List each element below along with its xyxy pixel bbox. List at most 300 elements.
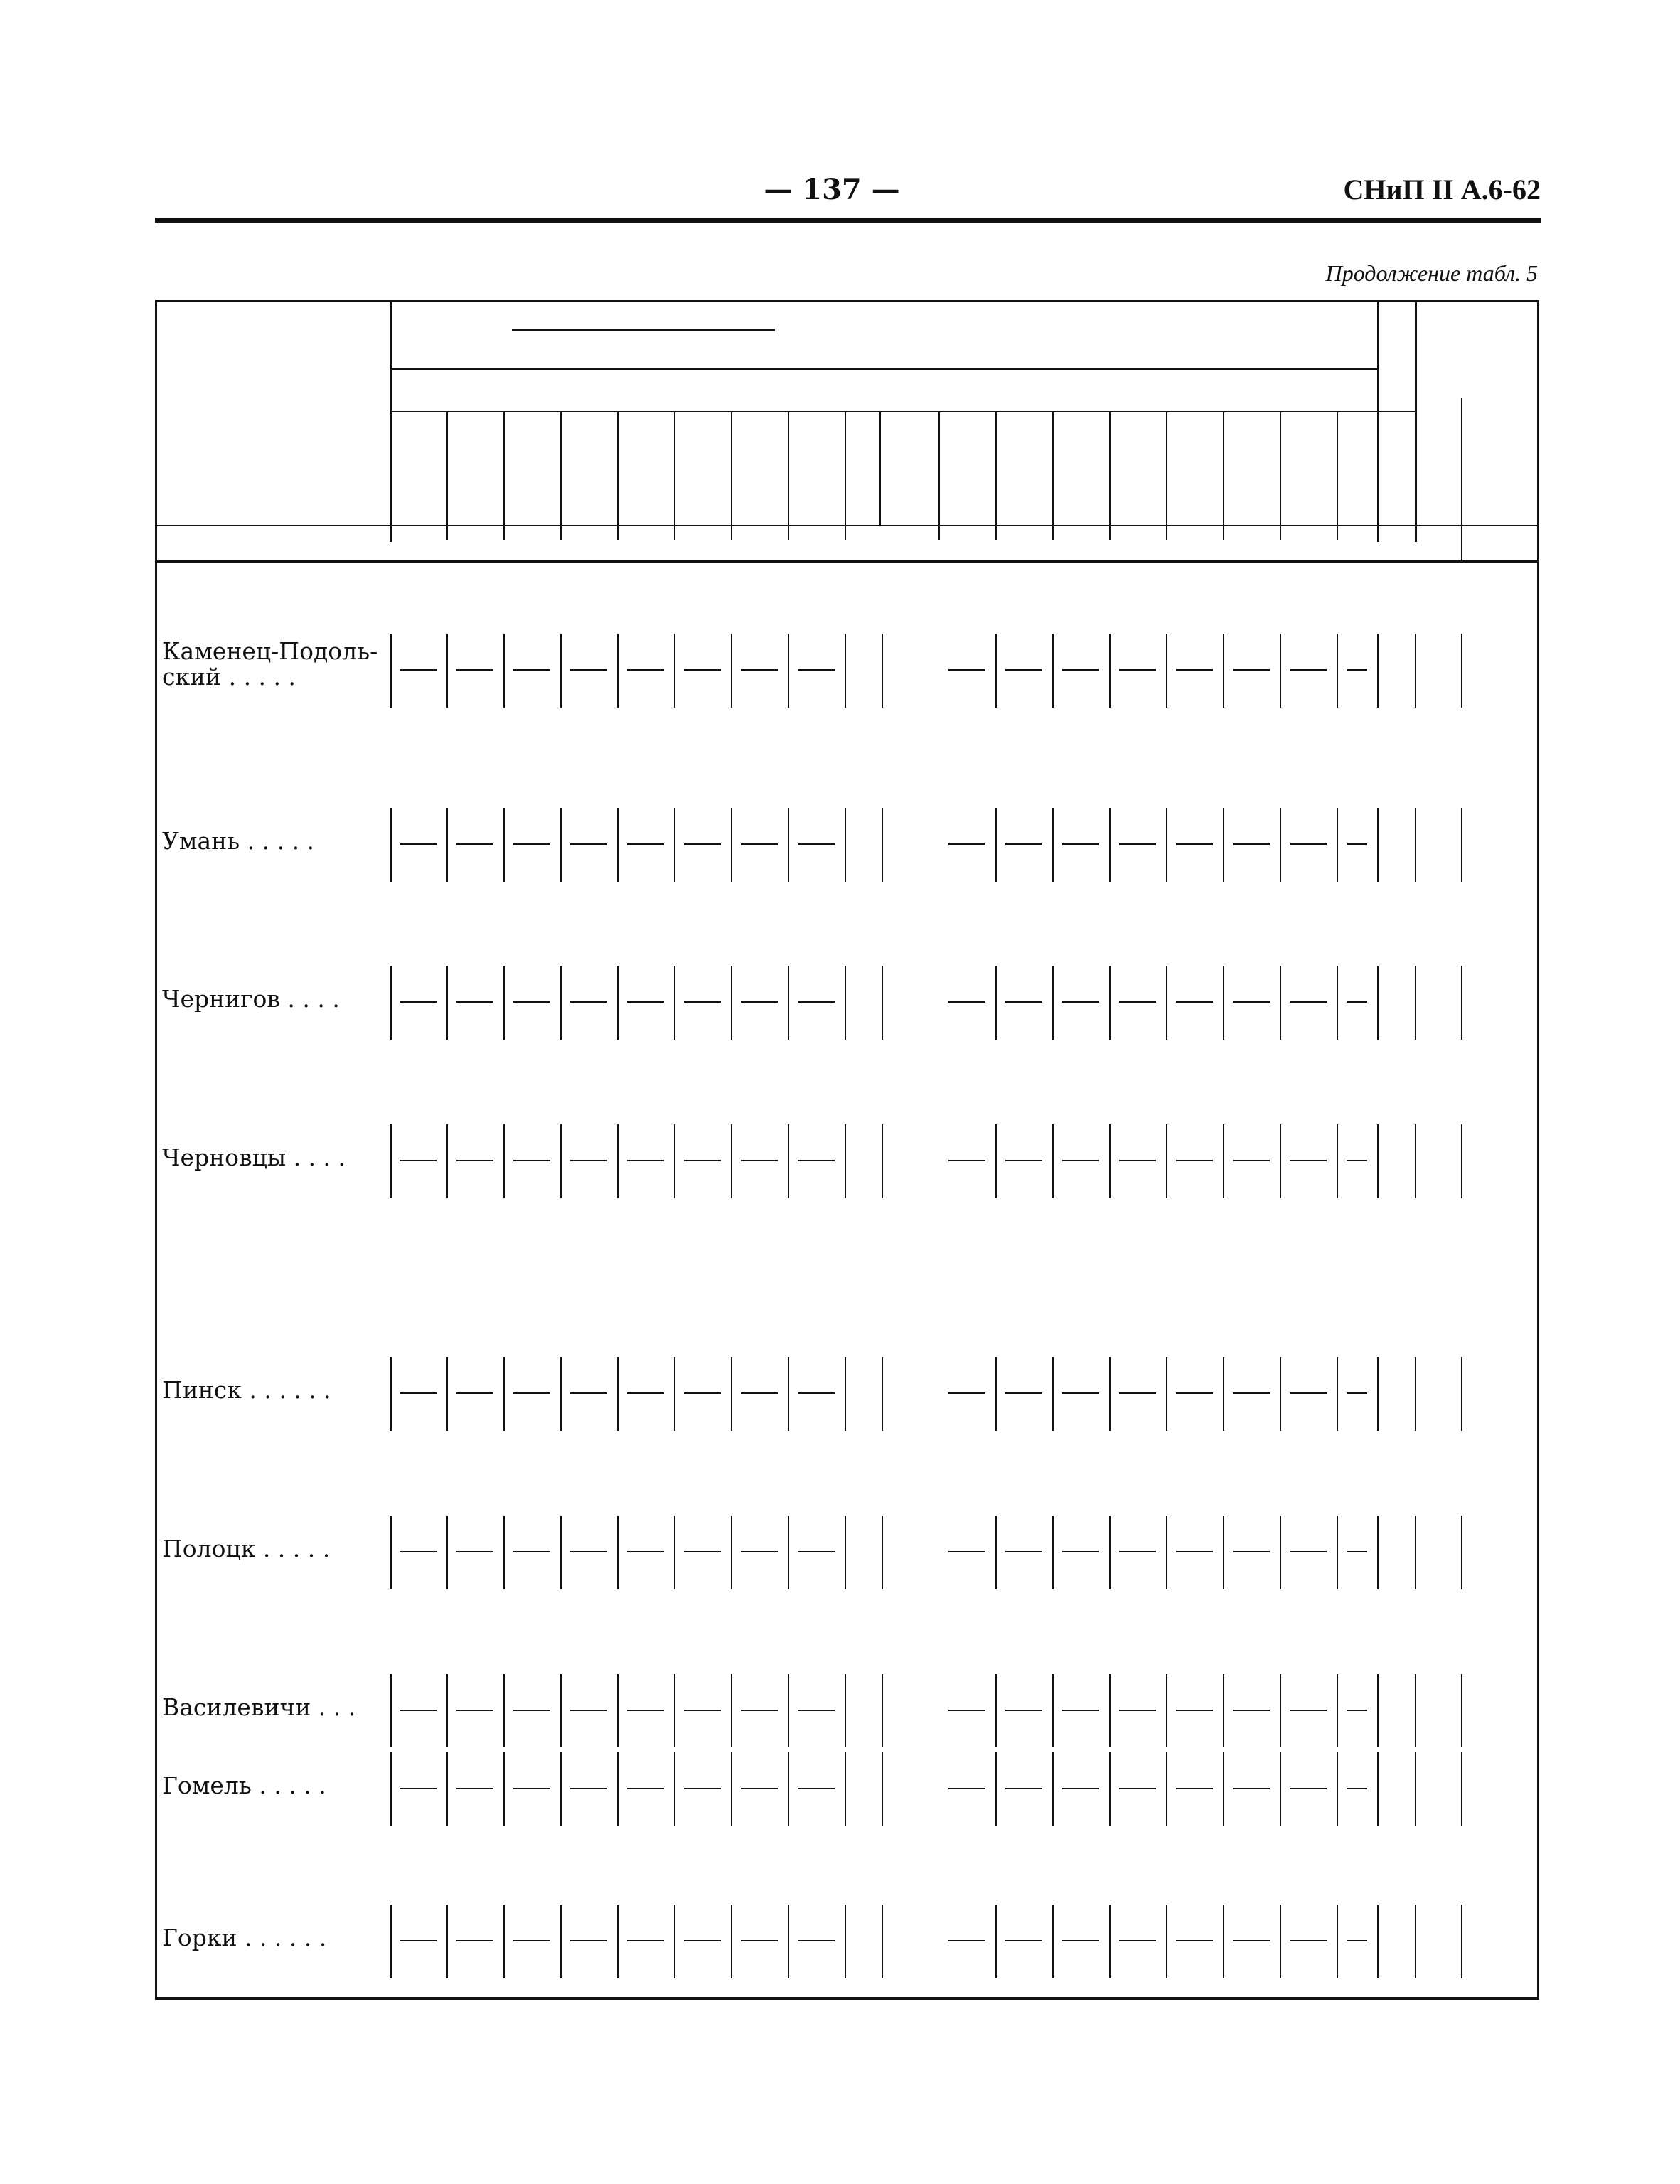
cell-bottom <box>617 1006 674 1037</box>
cell-top <box>995 1127 1052 1158</box>
cell-top <box>1166 969 1223 1000</box>
cell-top <box>938 1127 995 1158</box>
cell-bottom <box>938 1555 995 1587</box>
direction-label <box>446 454 503 489</box>
cell-bottom <box>995 673 1052 705</box>
avg-hot <box>1461 1944 1539 1976</box>
hot-header <box>1484 432 1516 518</box>
cell-bottom <box>617 1555 674 1587</box>
fraction-line <box>570 1788 607 1789</box>
fraction-line <box>684 669 721 671</box>
avg-hot <box>1461 1555 1539 1587</box>
cell-top <box>1052 1755 1109 1786</box>
cell-bottom <box>1223 1397 1280 1428</box>
cell-bottom <box>1166 1006 1223 1037</box>
cell-top <box>1337 1127 1377 1158</box>
cell-bottom <box>617 1792 674 1823</box>
frequency-header <box>498 307 782 336</box>
cell-bottom <box>731 673 788 705</box>
cell-bottom <box>788 1944 845 1976</box>
cell-bottom <box>560 1714 617 1745</box>
cell-bottom <box>1109 1944 1166 1976</box>
direction-label <box>731 454 788 489</box>
cell-top <box>731 636 788 668</box>
cell-bottom <box>1223 848 1280 879</box>
fraction-line <box>1176 1392 1213 1394</box>
cell-top <box>1223 636 1280 668</box>
cell-top <box>617 1360 674 1391</box>
cell-bottom <box>788 1792 845 1823</box>
fraction-line <box>456 1710 493 1711</box>
cell-vrule <box>882 1752 883 1826</box>
table-top-rule <box>155 300 1539 302</box>
fraction-line <box>400 1160 437 1161</box>
cell-bottom <box>503 1397 560 1428</box>
fraction-line <box>627 1001 664 1003</box>
cell-top <box>1109 1907 1166 1939</box>
cell-top <box>731 969 788 1000</box>
column-number <box>155 528 390 559</box>
cell-bottom <box>390 848 446 879</box>
fraction-line <box>684 1710 721 1711</box>
column-number <box>1280 528 1337 559</box>
cell-bottom <box>617 848 674 879</box>
fraction-line <box>1119 1160 1156 1161</box>
cell-top <box>617 1755 674 1786</box>
cell-vrule <box>882 634 883 708</box>
cell-top <box>503 1518 560 1550</box>
avg-speed-header <box>1415 313 1539 331</box>
cell-bottom <box>1109 1397 1166 1428</box>
fraction-line <box>627 1392 664 1394</box>
fraction-line <box>1062 1001 1099 1003</box>
cell-top <box>788 1677 845 1708</box>
cell-bottom <box>731 848 788 879</box>
cell-bottom <box>731 1555 788 1587</box>
cell-bottom <box>1337 848 1377 879</box>
fraction-line <box>456 1392 493 1394</box>
cell-top <box>1377 969 1415 1000</box>
cell-bottom <box>1166 1792 1223 1823</box>
fraction-line <box>1062 843 1099 845</box>
fraction-line <box>798 1710 835 1711</box>
fraction-line <box>627 1160 664 1161</box>
cell-top <box>560 636 617 668</box>
fraction-line <box>741 1551 778 1552</box>
avg-hot <box>1461 1164 1539 1195</box>
station-name: Полоцк . . . . . <box>162 1535 331 1562</box>
fraction-line <box>1233 1788 1270 1789</box>
cell-bottom <box>674 1792 731 1823</box>
fraction-line <box>798 1001 835 1003</box>
fraction-line <box>741 1001 778 1003</box>
fraction-line <box>513 1160 550 1161</box>
cell-bottom <box>995 848 1052 879</box>
fraction-line <box>1233 669 1270 671</box>
cell-bottom <box>1109 1555 1166 1587</box>
header-vrule <box>845 411 846 540</box>
fraction-line <box>513 1710 550 1711</box>
fraction-line <box>741 1940 778 1941</box>
fraction-line <box>570 1940 607 1941</box>
cell-top <box>1377 636 1415 668</box>
header-vrule <box>879 411 881 525</box>
cell-bottom <box>503 1792 560 1823</box>
avg-cold <box>1415 673 1461 705</box>
cell-top <box>390 1677 446 1708</box>
cell-bottom <box>1337 1397 1377 1428</box>
section-title <box>390 1624 1377 1661</box>
column-number <box>674 528 731 559</box>
cell-bottom <box>390 1164 446 1195</box>
cell-top <box>938 969 995 1000</box>
cell-top <box>788 1755 845 1786</box>
fraction-line <box>1176 1788 1213 1789</box>
cell-bottom <box>446 1006 503 1037</box>
cell-top <box>1337 1518 1377 1550</box>
cell-top <box>1052 1677 1109 1708</box>
section-title <box>390 915 1377 952</box>
header-fraction-line <box>512 329 775 331</box>
cell-top <box>1109 1360 1166 1391</box>
fraction-line <box>684 1001 721 1003</box>
direction-label <box>1166 454 1223 489</box>
cell-top <box>446 1518 503 1550</box>
section-title <box>390 1465 1377 1502</box>
direction-label <box>1280 454 1337 489</box>
section-title <box>390 1074 1377 1111</box>
section-title <box>390 583 1377 620</box>
cell-bottom <box>390 1555 446 1587</box>
cell-top <box>788 811 845 842</box>
july-header <box>882 375 1377 404</box>
cell-top <box>674 1755 731 1786</box>
cell-top <box>788 636 845 668</box>
fraction-line <box>798 843 835 845</box>
cell-top <box>617 969 674 1000</box>
cell-top <box>617 636 674 668</box>
header-hrule <box>155 525 1539 526</box>
cell-bottom <box>1223 1164 1280 1195</box>
cell-top <box>1223 1360 1280 1391</box>
cell-top <box>1377 1677 1415 1708</box>
cell-bottom <box>560 1555 617 1587</box>
cell-top <box>995 1518 1052 1550</box>
cell-bottom <box>1223 1792 1280 1823</box>
avg-cold <box>1415 1006 1461 1037</box>
fraction-line <box>400 1551 437 1552</box>
avg-hot <box>1461 1397 1539 1428</box>
cell-bottom <box>674 1714 731 1745</box>
cell-vrule <box>1461 966 1462 1040</box>
direction-label <box>1109 454 1166 489</box>
cell-top <box>1280 1677 1337 1708</box>
cell-top <box>617 1127 674 1158</box>
cell-top <box>390 636 446 668</box>
fraction-line <box>400 1710 437 1711</box>
fraction-line <box>1176 1001 1213 1003</box>
fraction-line <box>1005 1551 1042 1552</box>
fraction-line <box>948 1160 985 1161</box>
cell-bottom <box>1166 848 1223 879</box>
column-number <box>1415 528 1461 559</box>
cell-top <box>503 1755 560 1786</box>
fraction-line <box>456 1001 493 1003</box>
cell-bottom <box>1052 673 1109 705</box>
cell-top <box>1280 1907 1337 1939</box>
cell-bottom <box>674 1006 731 1037</box>
cell-bottom <box>731 1164 788 1195</box>
cell-top <box>1377 1755 1415 1786</box>
cell-bottom <box>560 1792 617 1823</box>
cell-vrule <box>882 966 883 1040</box>
fraction-line <box>1005 1710 1042 1711</box>
fraction-line <box>627 1551 664 1552</box>
cell-bottom <box>788 673 845 705</box>
fraction-line <box>400 669 437 671</box>
cell-top <box>995 636 1052 668</box>
fraction-line <box>1062 1160 1099 1161</box>
cell-top <box>845 1127 882 1158</box>
cell-bottom <box>674 1944 731 1976</box>
fraction-line <box>1347 669 1367 671</box>
fraction-line <box>570 1710 607 1711</box>
direction-label <box>788 454 845 489</box>
cell-bottom <box>560 848 617 879</box>
fraction-line <box>1062 1940 1099 1941</box>
fraction-line <box>1290 1392 1327 1394</box>
cell-bottom <box>1052 1397 1109 1428</box>
cell-top <box>1109 1127 1166 1158</box>
calm-header <box>1347 425 1366 518</box>
fraction-line <box>570 1001 607 1003</box>
cell-top <box>995 811 1052 842</box>
cell-bottom <box>1223 1006 1280 1037</box>
cell-top <box>674 1907 731 1939</box>
fraction-line <box>1347 1788 1367 1789</box>
cell-top <box>674 969 731 1000</box>
direction-label <box>1223 454 1280 489</box>
cell-bottom <box>1052 1006 1109 1037</box>
fraction-line <box>1005 1001 1042 1003</box>
cell-bottom <box>1052 1164 1109 1195</box>
cell-top <box>1337 636 1377 668</box>
cell-bottom <box>1337 673 1377 705</box>
header-vrule <box>1377 300 1379 542</box>
station-name: Василевичи . . . <box>162 1693 356 1721</box>
fraction-line <box>570 1160 607 1161</box>
fraction-line <box>570 1551 607 1552</box>
cell-bottom <box>938 848 995 879</box>
cell-top <box>446 1907 503 1939</box>
fraction-line <box>1290 1160 1327 1161</box>
column-number <box>882 528 938 559</box>
direction-label <box>503 454 560 489</box>
header-hrule <box>390 411 1415 412</box>
cell-top <box>938 1677 995 1708</box>
cell-top <box>390 1518 446 1550</box>
cell-top <box>995 1907 1052 1939</box>
fraction-line <box>798 1940 835 1941</box>
cell-top <box>503 1127 560 1158</box>
cell-top <box>446 1755 503 1786</box>
fraction-line <box>948 1940 985 1941</box>
fraction-line <box>1062 1710 1099 1711</box>
fraction-line <box>1290 669 1327 671</box>
fraction-line <box>741 1392 778 1394</box>
cell-top <box>1280 969 1337 1000</box>
cell-bottom <box>1337 1006 1377 1037</box>
cell-top <box>390 1360 446 1391</box>
fraction-line <box>513 1551 550 1552</box>
cell-bottom <box>390 1944 446 1976</box>
direction-label <box>674 454 731 489</box>
fraction-line <box>1062 1551 1099 1552</box>
avg-cold <box>1415 1714 1461 1745</box>
cell-top <box>560 1755 617 1786</box>
column-number <box>788 528 845 559</box>
cell-top <box>1052 1907 1109 1939</box>
fraction-line <box>1005 843 1042 845</box>
name-column-header <box>155 384 390 427</box>
cell-top <box>1337 1755 1377 1786</box>
direction-label <box>995 454 1052 489</box>
fraction-line <box>570 843 607 845</box>
cell-top <box>390 969 446 1000</box>
fraction-line <box>741 1160 778 1161</box>
fraction-line <box>1119 1788 1156 1789</box>
cell-bottom <box>1166 1164 1223 1195</box>
cell-top <box>446 1127 503 1158</box>
cell-bottom <box>617 1944 674 1976</box>
cell-bottom <box>938 1006 995 1037</box>
cell-top <box>1166 1360 1223 1391</box>
cell-top <box>1377 811 1415 842</box>
station-name: Умань . . . . . <box>162 827 315 855</box>
cell-top <box>390 1755 446 1786</box>
cell-bottom <box>1109 848 1166 879</box>
cell-top <box>1280 1755 1337 1786</box>
cell-top <box>995 1360 1052 1391</box>
cell-top <box>674 1360 731 1391</box>
cell-top <box>788 1518 845 1550</box>
cell-bottom <box>674 848 731 879</box>
fraction-line <box>1347 843 1367 845</box>
cell-top <box>788 1127 845 1158</box>
cell-top <box>390 811 446 842</box>
cell-top <box>731 1907 788 1939</box>
cell-top <box>1109 969 1166 1000</box>
cell-top <box>1377 1360 1415 1391</box>
avg-cold <box>1415 1397 1461 1428</box>
fraction-line <box>456 1788 493 1789</box>
cell-top <box>1337 1677 1377 1708</box>
fraction-line <box>684 1392 721 1394</box>
cell-bottom <box>788 1555 845 1587</box>
cell-top <box>731 1360 788 1391</box>
cell-top <box>938 636 995 668</box>
page-number: — 137 — <box>764 173 900 206</box>
cell-bottom <box>446 1555 503 1587</box>
fraction-line <box>948 1001 985 1003</box>
cell-top <box>560 1518 617 1550</box>
fraction-line <box>456 1551 493 1552</box>
cell-bottom <box>503 1006 560 1037</box>
cell-bottom <box>503 1944 560 1976</box>
cell-top <box>1223 1518 1280 1550</box>
cell-vrule <box>1461 1674 1462 1747</box>
column-number <box>446 528 503 559</box>
cell-bottom <box>1280 1397 1337 1428</box>
cell-bottom <box>503 1714 560 1745</box>
fraction-line <box>513 1392 550 1394</box>
cell-top <box>390 1127 446 1158</box>
cell-bottom <box>674 673 731 705</box>
cell-top <box>560 1360 617 1391</box>
fraction-line <box>798 1788 835 1789</box>
cell-bottom <box>446 1714 503 1745</box>
cell-bottom <box>1337 1944 1377 1976</box>
cell-bottom <box>788 848 845 879</box>
cell-top <box>503 1907 560 1939</box>
fraction-line <box>456 1160 493 1161</box>
fraction-line <box>1119 669 1156 671</box>
cell-bottom <box>1337 1792 1377 1823</box>
fraction-line <box>1347 1160 1367 1161</box>
cell-top <box>1052 811 1109 842</box>
cell-top <box>617 811 674 842</box>
fraction-line <box>400 1001 437 1003</box>
cell-bottom <box>674 1555 731 1587</box>
fraction-line <box>627 1710 664 1711</box>
fraction-line <box>1347 1392 1367 1394</box>
speed-header <box>498 333 782 361</box>
cell-top <box>560 969 617 1000</box>
cell-bottom <box>560 1006 617 1037</box>
cell-top <box>446 1360 503 1391</box>
fraction-line <box>1005 1160 1042 1161</box>
cell-vrule <box>882 808 883 882</box>
cell-top <box>845 811 882 842</box>
fraction-line <box>1176 1160 1213 1161</box>
fraction-line <box>1062 1392 1099 1394</box>
direction-label <box>617 454 674 489</box>
header-vrule <box>390 300 392 542</box>
cell-bottom <box>446 1792 503 1823</box>
cell-bottom <box>1052 1555 1109 1587</box>
cell-top <box>845 636 882 668</box>
cell-bottom <box>1109 1006 1166 1037</box>
cell-top <box>995 969 1052 1000</box>
cell-top <box>1166 1127 1223 1158</box>
fraction-line <box>1119 1551 1156 1552</box>
cell-vrule <box>1461 1752 1462 1826</box>
header-vrule <box>1337 411 1338 540</box>
cell-vrule <box>1461 634 1462 708</box>
fraction-line <box>1119 1001 1156 1003</box>
column-number <box>617 528 674 559</box>
fraction-line <box>1062 669 1099 671</box>
fraction-line <box>948 669 985 671</box>
cell-top <box>1109 1677 1166 1708</box>
fraction-line <box>684 843 721 845</box>
cell-top <box>674 1127 731 1158</box>
cell-bottom <box>1109 1792 1166 1823</box>
column-number <box>1377 528 1415 559</box>
column-number <box>731 528 788 559</box>
cell-bottom <box>731 1714 788 1745</box>
fraction-line <box>1347 1710 1367 1711</box>
